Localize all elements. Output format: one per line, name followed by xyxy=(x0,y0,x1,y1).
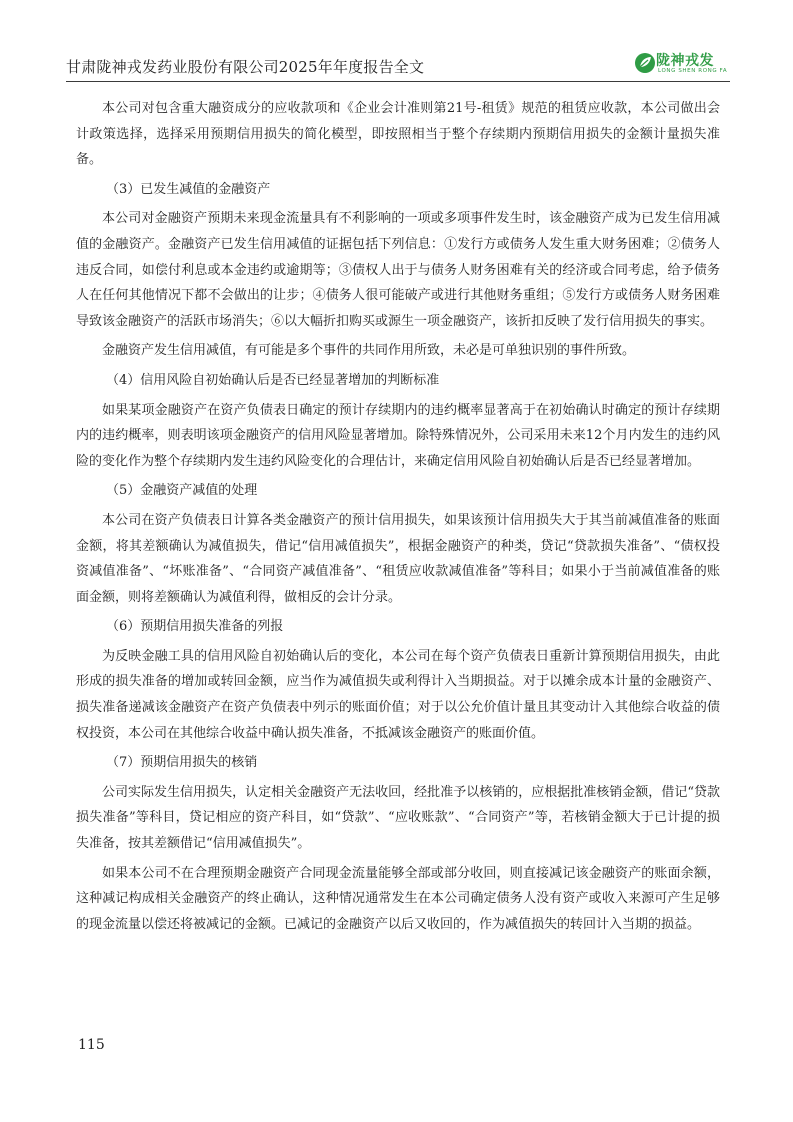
document-body xyxy=(76,96,720,941)
section-heading: （6）预期信用损失准备的列报 xyxy=(106,619,284,635)
paragraph: 公司实际发生信用损失，认定相关金融资产无法收回，经批准予以核销的，应根据批准核销金额，借记“贷款损失准备”等科目，贷记相应的资产科目，如“贷款”、“应收账款”、“合同资产”等，若核销金额大于已计提的损失准备，按其差额借记“信用减值损失”。 xyxy=(76,784,720,852)
logo-leaf-icon xyxy=(634,52,656,74)
paragraph: 如果本公司不在合理预期金融资产合同现金流量能够全部或部分收回，则直接减记该金融资产的账面余额，这种减记构成相关金融资产的终止确认，这种情况通常发生在本公司确定债务人没有资产或收入来源可产生足够的现金流量以偿还将被减记的金额。已减记的金融资产以后又收回的，作为减值损失的转回计入当期的损益。 xyxy=(76,865,720,932)
report-title: 甘肃陇神戎发药业股份有限公司2025年年度报告全文 xyxy=(66,58,425,76)
paragraph: 本公司对包含重大融资成分的应收款项和《企业会计准则第21号-租赁》规范的租赁应收款，本公司做出会计政策选择，选择采用预期信用损失的简化模型，即按照相当于整个存续期内预期信用损失的金额计量损失准备。 xyxy=(76,101,720,168)
page-header xyxy=(66,50,730,80)
section-heading: （7）预期信用损失的核销 xyxy=(106,755,258,771)
company-logo xyxy=(634,50,730,78)
paragraph: 本公司在资产负债表日计算各类金融资产的预计信用损失，如果该预计信用损失大于其当前减值准备的账面金额，将其差额确认为减值损失，借记“信用减值损失”，根据金融资产的种类，贷记“贷款损失准备”、“债权投资减值准备”、“坏账准备”、“合同资产减值准备”、“租赁应收款减值准备”等科目；如果小于当前减值准备的账面金额，则将差额确认为减值利得，做相反的会计分录。 xyxy=(76,512,720,605)
logo-subtext: LONG SHEN RONG FA xyxy=(658,68,728,74)
paragraph: 本公司对金融资产预期未来现金流量具有不利影响的一项或多项事件发生时，该金融资产成为已发生信用减值的金融资产。金融资产已发生信用减值的证据包括下列信息：①发行方或债务人发生重大财务困难；②债务人违反合同，如偿付利息或本金违约或逾期等；③债权人出于与债务人财务困难有关的经济或合同考虑，给予债务人在任何其他情况下都不会做出的让步；④债务人很可能破产或进行其他财务重组；⑤发行方或债务人财务困难导致该金融资产的活跃市场消失；⑥以大幅折扣购买或源生一项金融资产，该折扣反映了发行信用损失的事实。 xyxy=(76,211,720,329)
page-number: 115 xyxy=(78,1037,105,1053)
header-divider xyxy=(66,81,730,82)
logo-text: 陇神戎发 xyxy=(656,53,714,69)
section-heading: （4）信用风险自初始确认后是否已经显著增加的判断标准 xyxy=(106,372,440,388)
section-heading: （3）已发生减值的金融资产 xyxy=(106,181,271,197)
paragraph: 如果某项金融资产在资产负债表日确定的预计存续期内的违约概率显著高于在初始确认时确定的预计存续期内的违约概率，则表明该项金融资产的信用风险显著增加。除特殊情况外，公司采用未来12个月内发生的违约风险的变化作为整个存续期内发生违约风险变化的合理估计，来确定信用风险自初始确认后是否已经显著增加。 xyxy=(76,402,720,469)
paragraph: 金融资产发生信用减值，有可能是多个事件的共同作用所致，未必是可单独识别的事件所致。 xyxy=(102,343,636,359)
section-heading: （5）金融资产减值的处理 xyxy=(106,483,258,499)
paragraph: 为反映金融工具的信用风险自初始确认后的变化，本公司在每个资产负债表日重新计算预期信用损失，由此形成的损失准备的增加或转回金额，应当作为减值损失或利得计入当期损益。对于以摊余成本计量的金融资产、损失准备递减该金融资产在资产负债表中列示的账面价值；对于以公允价值计量且其变动计入其他综合收益的债权投资，本公司在其他综合收益中确认损失准备，不抵减该金融资产的账面价值。 xyxy=(76,648,720,741)
